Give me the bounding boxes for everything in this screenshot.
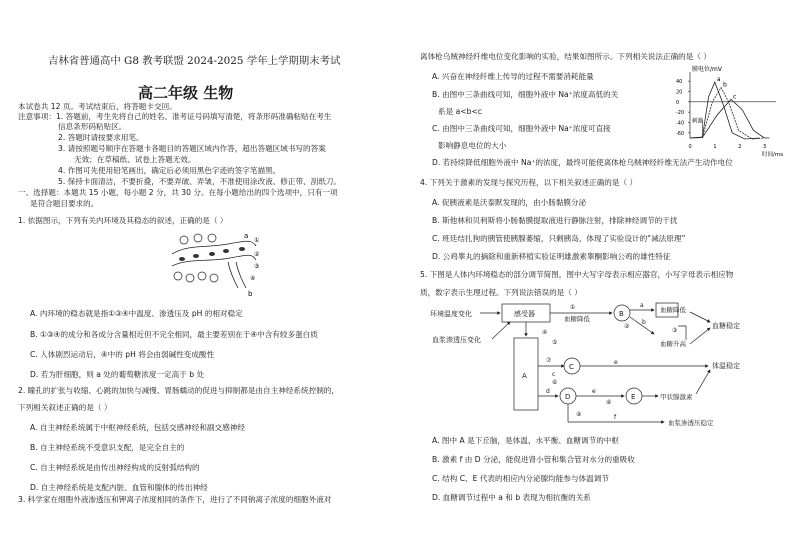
label-f: f	[614, 414, 617, 421]
series-label-c: c	[733, 93, 737, 101]
question-stem: 质，数字表示生理过程。下列说法错误的是（ ）	[420, 288, 582, 297]
y-tick-label: 20	[676, 89, 683, 96]
blood-cell	[239, 247, 245, 251]
label-c: c	[552, 371, 556, 378]
option: B. 由图中三条曲线可知，细胞外液中 Na⁺浓度高低的关	[432, 90, 619, 99]
option: 影响静息电位的大小	[438, 141, 507, 150]
label-sensor: 感受器	[514, 310, 535, 318]
blood-cell	[193, 254, 199, 258]
fig-label-b: b	[248, 290, 253, 298]
notice-item: 4. 作图可先使用铅笔画出，确定后必须用黑色字迹的签字笔描黑。	[58, 166, 281, 175]
option: A. 兴奋在神经纤维上传导的过程不需要消耗能量	[432, 72, 594, 81]
label-n8: ⑧	[606, 399, 612, 406]
label-glucose-rise: 血糖升高	[660, 340, 686, 348]
label-thyroxine: 甲状腺激素	[660, 393, 693, 401]
option: D. 血糖调节过程中 a 和 b 表现为相抗衡的关系	[432, 493, 591, 502]
y-tick-label: -20	[676, 110, 685, 117]
series-label-a: a	[716, 76, 721, 84]
tissue-cell	[174, 272, 182, 280]
tissue-cell	[210, 274, 218, 282]
exam-subtitle: 高二年级 生物	[138, 84, 234, 102]
notice-line: 本试卷共 12 页。考试结束后，将答题卡交回。	[18, 102, 177, 111]
option: A. 图中 A 是下丘脑，是体温、水平衡、血糖调节的中枢	[432, 436, 619, 445]
tissue-figure	[168, 232, 258, 298]
arrow	[492, 322, 510, 339]
option: B. 自主神经系统不受意识支配，是完全自主的	[30, 443, 185, 452]
option: D. 若为肝细胞，则 a 处的葡萄糖浓度一定高于 b 处	[30, 370, 205, 379]
label-osmo-stable: 血浆渗透压稳定	[668, 419, 714, 427]
option: B. 斯他林和贝利斯将小肠黏膜提取液进行静脉注射，排除神经调节的干扰	[432, 216, 678, 225]
notice-item	[18, 112, 331, 122]
label-n1: ①	[570, 304, 576, 311]
question-stem: 5. 下图是人体内环境稳态的部分调节简图，图中大写字母表示相应器官，小写字母表示相应物	[420, 270, 734, 279]
x-tick-label: 3	[763, 144, 767, 150]
lymph-vessel	[228, 262, 238, 288]
tissue-cell	[198, 272, 206, 280]
option: C. 班廷结扎狗的胰管使胰腺萎缩，只剩胰岛，体现了实验设计的“减法原理”	[432, 234, 686, 243]
series-line-a	[690, 82, 760, 139]
label-a: a	[640, 302, 644, 309]
question-stem: 4. 下列关于激素的发现与探究历程，以下相关叙述正确的是（ ）	[420, 178, 638, 187]
option: A. 内环境的稳态就是指①③④中温度、渗透压及 pH 的相对稳定	[30, 309, 243, 318]
label-d: d	[546, 388, 550, 395]
option: C. 由图中三条曲线可知，细胞外液中 Na⁺浓度可直接	[432, 124, 611, 133]
label-E: E	[631, 393, 636, 401]
label-A: A	[522, 372, 527, 380]
blood-cell	[209, 252, 215, 256]
label-n3: ③	[672, 327, 678, 334]
notice-text: 1. 答题前，考生先将自己的姓名、准考证号码填写清楚，将条形码准确粘贴在考生	[55, 112, 332, 121]
label-e2: e	[592, 388, 596, 395]
option: C. 自主神经系统是由传出神经构成的反射弧结构的	[30, 463, 200, 472]
y-axis-label: 膜电位/mV	[692, 66, 722, 73]
label-C: C	[569, 363, 574, 371]
label-temp-stable: 体温稳定	[712, 362, 740, 370]
label-e1: e	[614, 359, 618, 366]
fig-label-a: a	[244, 232, 249, 240]
option: C. 结构 C、E 代表的相应内分泌腺均能参与体温调节	[432, 474, 609, 483]
question-stem: 离体枪乌贼神经纤维电位变化影响的实验，结果如图所示。下列相关说法正确的是（ ）	[420, 52, 711, 61]
arrow	[690, 328, 710, 344]
section-heading: 一、选择题：本题共 15 小题，每小题 2 分，共 30 分。在每小题给出的四个选项中，只有一项	[18, 188, 338, 197]
fig-label-4: ④	[250, 275, 256, 282]
capillary-bottom	[172, 255, 256, 266]
arrow	[696, 370, 710, 394]
arrow	[690, 312, 710, 322]
x-tick-label: 2	[738, 144, 742, 150]
fig-label-3: ③	[254, 263, 260, 270]
label-osmo: 血浆渗透压变化	[432, 336, 481, 344]
label-n7: ⑦	[546, 357, 552, 364]
label-n9: ⑨	[576, 411, 582, 418]
notice-item: 5. 保持卡面清洁，不要折叠，不要弄破、弄皱，不准使用涂改液、修正带、刮纸刀。	[58, 177, 342, 186]
notice-item: 信息条形码粘贴区。	[58, 122, 127, 131]
label-n2: ②	[624, 323, 630, 330]
option: B. 激素 f 由 D 分泌，能促进肾小管和集合管对水分的重吸收	[432, 455, 635, 464]
option: D. 若持续降低细胞外液中 Na⁺的浓度，最终可能使离体枪乌贼神经纤维无法产生动作电位	[432, 158, 733, 167]
blood-cell	[223, 249, 229, 253]
lymph-vessel	[236, 262, 246, 288]
tissue-cell	[180, 236, 188, 244]
x-tick-label: 1	[713, 144, 717, 150]
tissue-cell	[186, 274, 194, 282]
membrane-potential-chart	[664, 64, 784, 158]
option: A. 自主神经系统属于中枢神经系统，包括交感神经和副交感神经	[30, 423, 245, 432]
option: C. 人体剧烈运动后，④中的 pH 将会由弱碱性变成酸性	[30, 350, 215, 359]
section-heading: 是符合题目要求的。	[30, 199, 99, 208]
y-tick-label: 40	[676, 79, 683, 86]
label-glucose-drop: 血糖降低	[660, 306, 686, 314]
notice-item: 3. 请按照题号顺序在答题卡各题目的答题区域内作答，超出答题区域书写的答案	[58, 144, 326, 153]
notice-label: 注意事项：	[18, 112, 56, 121]
question-stem: 3. 科学家在细胞外液渗透压和钾离子浓度相同的条件下，进行了不同钠离子浓度的细胞外液对	[18, 495, 332, 504]
series-label-b: b	[723, 81, 727, 89]
blood-cell	[179, 257, 185, 261]
label-D: D	[565, 393, 571, 401]
tissue-cell	[194, 234, 202, 242]
fig-label-1: ①	[254, 237, 260, 244]
regulation-diagram	[428, 300, 778, 428]
series-line-b	[690, 87, 765, 139]
label-n5: ⑤	[552, 339, 558, 346]
option: B. ①③④的成分和各成分含量相近但不完全相同，最主要差别在于④中含有较多蛋白质	[30, 330, 318, 339]
option: D. 公鸡睾丸的摘除和重新移植实验证明雄激素睾酮影响公鸡的雄性特征	[432, 252, 671, 261]
option: 系是 a<b<c	[438, 107, 482, 116]
notice-item: 无效；在草稿纸、试卷上答题无效。	[74, 155, 196, 164]
option: D. 自主神经系统是支配内脏、血管和腺体的传出神经	[30, 483, 208, 492]
feedback-line	[678, 326, 686, 340]
label-B: B	[619, 310, 624, 318]
stimulus-label: 刺激	[692, 118, 704, 125]
fig-label-2: ②	[254, 251, 260, 258]
label-glucose-stable: 血糖稳定	[712, 322, 740, 330]
x-tick-label: 0	[688, 144, 692, 150]
question-stem: 1. 依据图示，下列有关内环境及其稳态的叙述，正确的是（ ）	[18, 216, 228, 225]
tissue-cell	[208, 234, 216, 242]
label-env-temp: 环境温度变化	[430, 310, 472, 318]
label-b: b	[642, 319, 646, 326]
notice-item: 2. 答题时请按要求用笔。	[58, 133, 144, 142]
question-stem: 2. 瞳孔的扩张与收缩、心跳的加快与减慢、胃肠蠕动的促进与抑制都是由自主神经系统控制的，	[18, 386, 339, 395]
label-glucose-drop-in: 血糖降低	[564, 315, 590, 323]
x-axis-label: 时间/ms	[762, 152, 784, 158]
label-n6: ⑥	[552, 379, 558, 386]
question-stem: 下列相关叙述正确的是（ ）	[18, 403, 112, 412]
label-n4: ④	[542, 329, 548, 336]
option: A. 促胰液素是沃泰默发现的，由小肠黏膜分泌	[432, 198, 587, 207]
y-tick-label: 0	[676, 99, 680, 106]
y-tick-label: -60	[676, 130, 685, 137]
y-tick-label: -40	[676, 120, 685, 127]
exam-title: 吉林省普通高中 G8 教考联盟 2024-2025 学年上学期期末考试	[48, 55, 341, 67]
